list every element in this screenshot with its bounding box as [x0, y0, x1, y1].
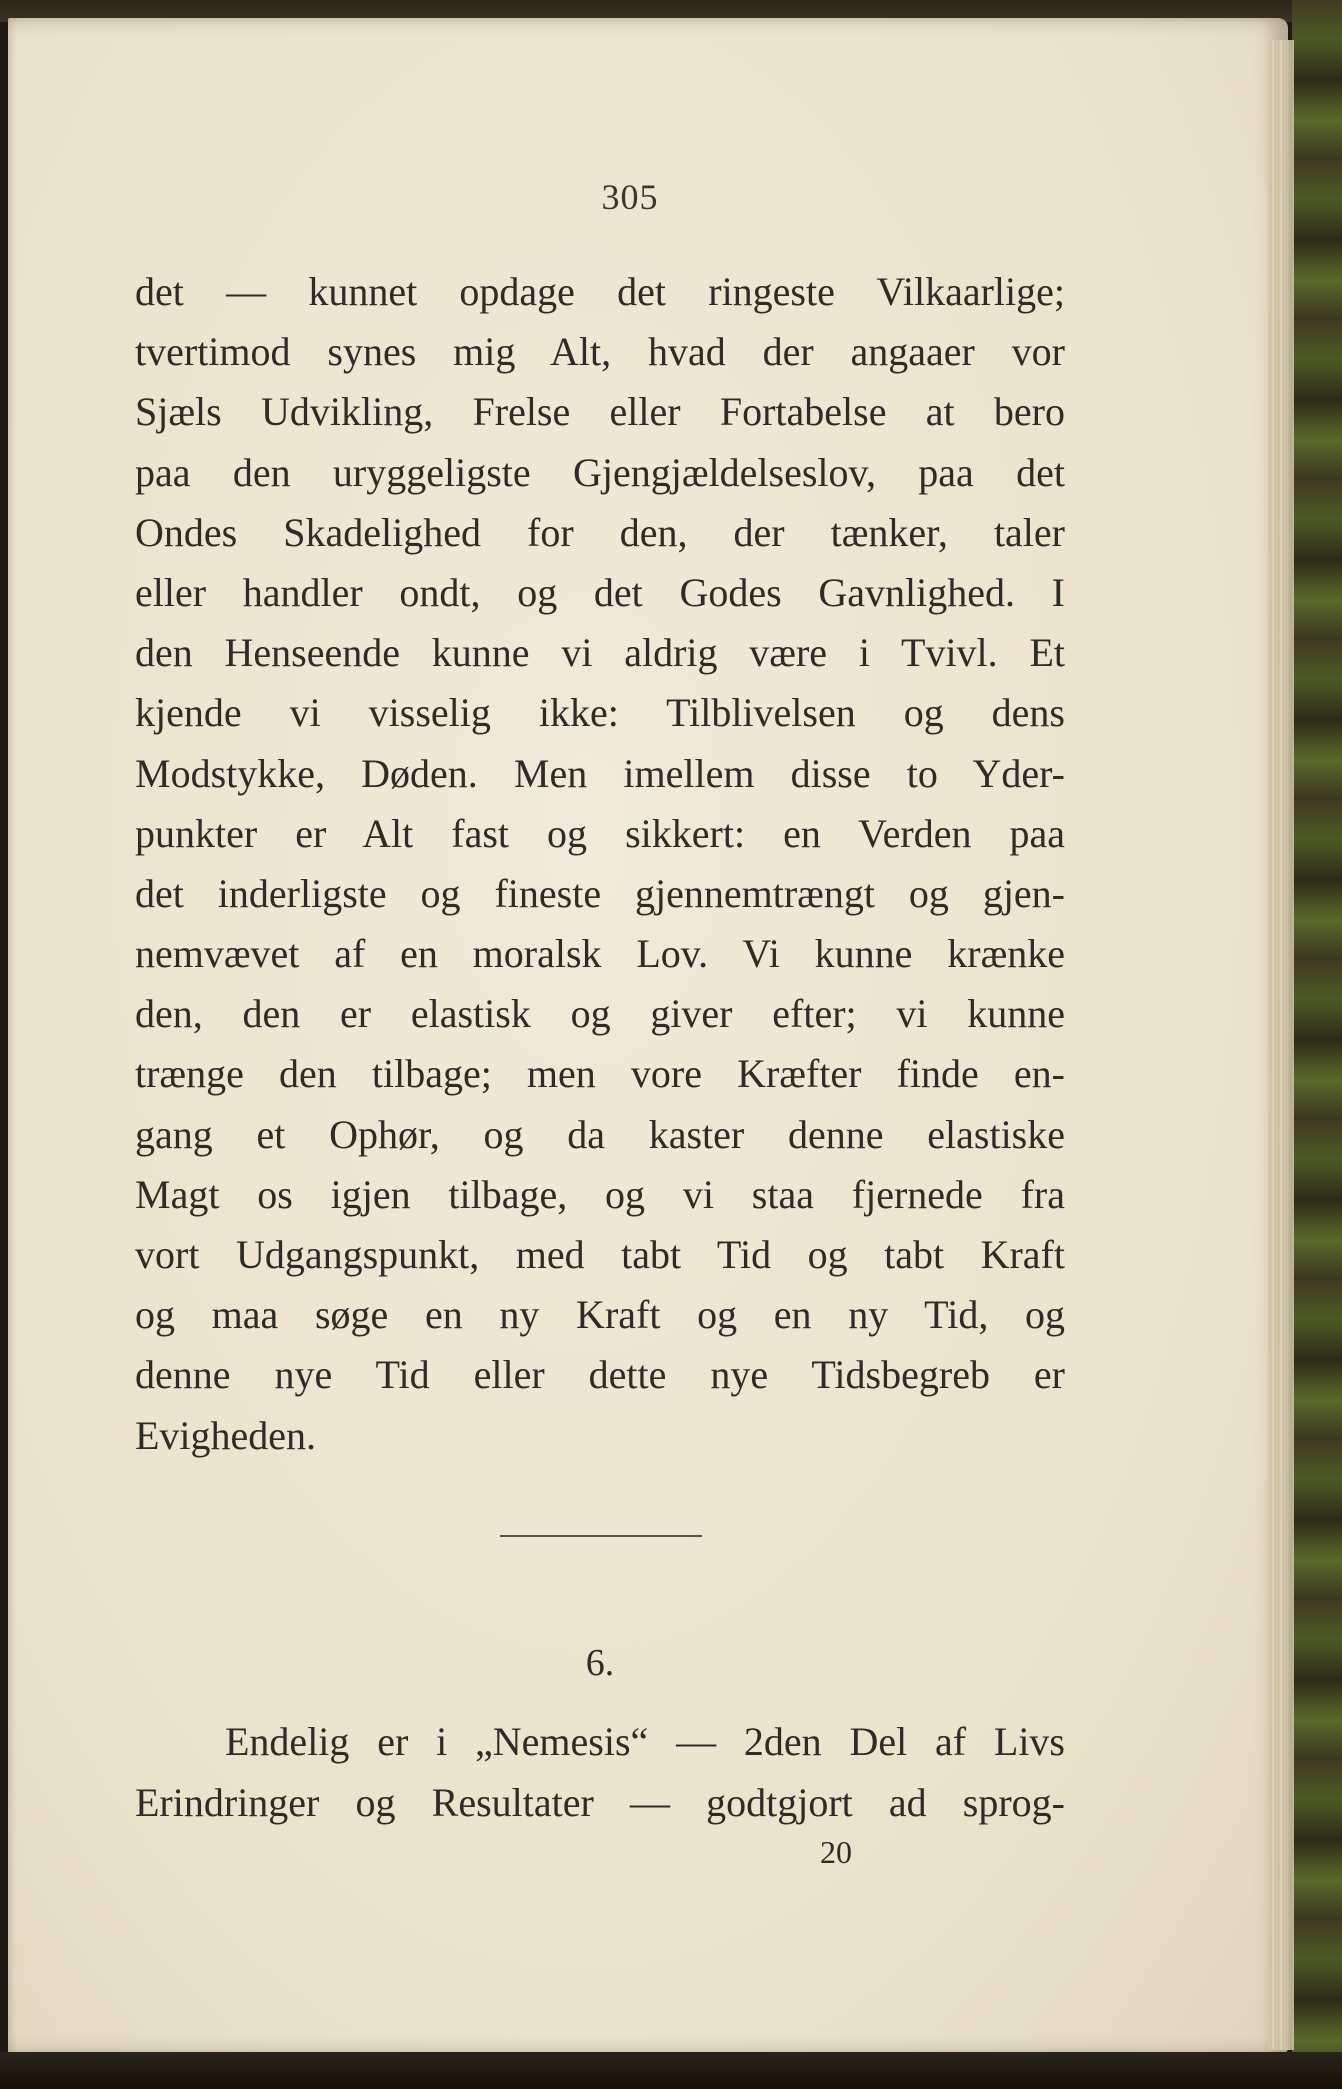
text-line: det — kunnet opdage det ringeste Vilkaarlige;: [135, 269, 1065, 314]
text-line: nemvævet af en moralsk Lov. Vi kunne krænke: [135, 931, 1065, 977]
section-number: 6.: [585, 1642, 615, 1684]
text-line: den Henseende kunne vi aldrig være i Tvivl. Et: [135, 630, 1065, 676]
section-divider: [500, 1535, 702, 1537]
text-line: Modstykke, Døden. Men imellem disse to Yder-: [135, 750, 1065, 796]
book-bottom-edge: [0, 2052, 1342, 2089]
text-line: Endelig er i „Nemesis“ — 2den Del af Livs: [225, 1719, 1065, 1764]
text-line: kjende vi visselig ikke: Tilblivelsen og dens: [135, 690, 1065, 736]
text-line: Magt os igjen tilbage, og vi staa fjernede fra: [135, 1171, 1065, 1217]
book-cover-edge: [1292, 0, 1342, 2089]
text-line: Sjæls Udvikling, Frelse eller Fortabelse at bero: [135, 389, 1065, 435]
body-text: [135, 262, 1065, 1466]
text-line: den, den er elastisk og giver efter; vi kunne: [135, 991, 1065, 1037]
text-line: paa den uryggeligste Gjengjældelseslov, paa det: [135, 449, 1065, 495]
text-line: det inderligste og fineste gjennemtrængt og gjen-: [135, 870, 1065, 916]
text-line: eller handler ondt, og det Godes Gavnlighed. I: [135, 569, 1065, 615]
text-line: denne nye Tid eller dette nye Tidsbegreb er: [135, 1352, 1065, 1398]
text-line: trænge den tilbage; men vore Kræfter finde en-: [135, 1051, 1065, 1097]
page-stack-edge: [1268, 40, 1294, 2050]
text-line: Evigheden.: [135, 1412, 317, 1458]
text-line: gang et Ophør, og da kaster denne elastiske: [135, 1111, 1065, 1157]
page-number: 305: [601, 177, 659, 217]
text-line: tvertimod synes mig Alt, hvad der angaaer vor: [135, 329, 1065, 375]
text-line: Ondes Skadelighed for den, der tænker, taler: [135, 509, 1065, 555]
section-text: [135, 1711, 1065, 1833]
text-line: punkter er Alt fast og sikkert: en Verden paa: [135, 810, 1065, 856]
text-line: og maa søge en ny Kraft og en ny Tid, og: [135, 1292, 1065, 1338]
text-line: vort Udgangspunkt, med tabt Tid og tabt Kraft: [135, 1232, 1065, 1277]
text-line: Erindringer og Resultater — godtgjort ad sprog-: [135, 1780, 1065, 1825]
signature-mark: 20: [820, 1834, 852, 1870]
